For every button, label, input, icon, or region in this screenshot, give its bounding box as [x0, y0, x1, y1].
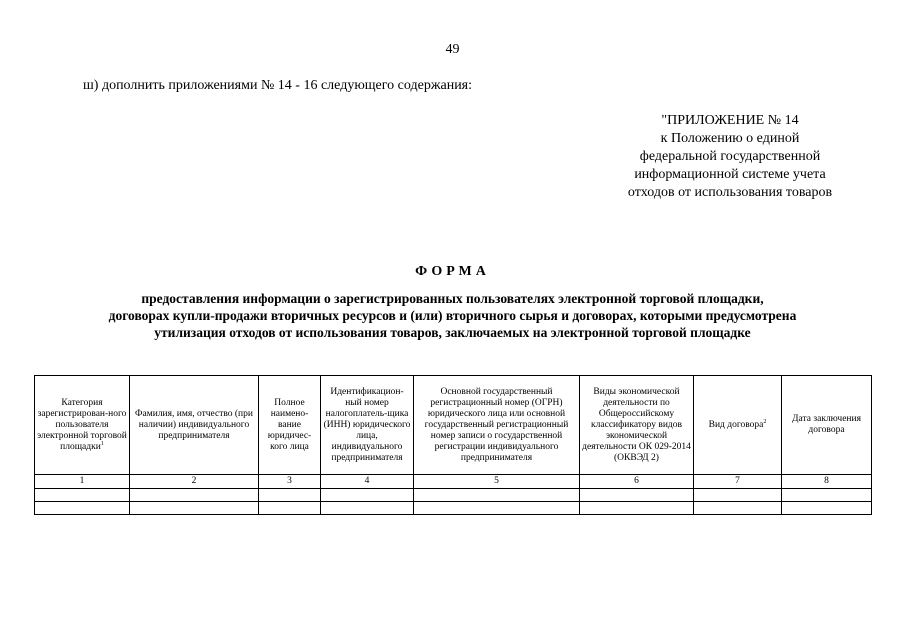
appendix-line: федеральной государственной	[639, 149, 821, 164]
table-cell	[782, 502, 872, 515]
form-subtitle	[30, 290, 875, 341]
appendix-heading	[600, 112, 860, 202]
table-cell	[580, 502, 694, 515]
table-cell	[321, 502, 414, 515]
appendix-line: отходов от использования товаров	[627, 185, 833, 200]
table-cell	[694, 502, 782, 515]
data-table	[34, 375, 872, 515]
column-header: Основной государственный регистрационный номер (ОГРН) юридического лица или основной государственный регистрационный номер записи о государственной регистрации индивидуального предпринимателя	[414, 376, 580, 475]
column-number: 7	[694, 475, 782, 489]
column-number: 1	[35, 475, 130, 489]
table-header-row	[35, 376, 872, 475]
appendix-line: к Положению о единой	[660, 131, 800, 146]
column-header: Категория зарегистрирован-ного пользователя электронной торговой площадки$^1$	[35, 376, 130, 475]
table-cell	[414, 489, 580, 502]
table-row	[35, 489, 872, 502]
column-header: Дата заключения договора	[782, 376, 872, 475]
table-row	[35, 502, 872, 515]
column-number: 6	[580, 475, 694, 489]
table-cell	[580, 489, 694, 502]
column-number: 8	[782, 475, 872, 489]
column-number: 4	[321, 475, 414, 489]
page-number: 49	[445, 42, 460, 57]
form-subtitle-line: предоставления информации о зарегистрированных пользователях электронной торговой площадки,	[141, 291, 764, 306]
form-subtitle-line: договорах купли-продажи вторичных ресурсов и (или) вторичного сырья и договорах, которыми предусмотрена	[108, 308, 797, 323]
table-cell	[782, 489, 872, 502]
form-subtitle-line: утилизация отходов от использования товаров, заключаемых на электронной торговой площадке	[154, 325, 751, 340]
table-cell	[259, 489, 321, 502]
appendix-line: информационной системе учета	[634, 167, 826, 182]
column-number-row	[35, 475, 872, 489]
column-number: 3	[259, 475, 321, 489]
table-cell	[259, 502, 321, 515]
table-cell	[694, 489, 782, 502]
column-header: Фамилия, имя, отчество (при наличии) индивидуального предпринимателя	[130, 376, 259, 475]
appendix-line: "ПРИЛОЖЕНИЕ № 14	[661, 113, 799, 128]
form-title: ФОРМА	[415, 264, 490, 279]
column-number: 2	[130, 475, 259, 489]
table-cell	[35, 489, 130, 502]
intro-text: ш) дополнить приложениями № 14 - 16 следующего содержания:	[83, 78, 473, 93]
table-cell	[414, 502, 580, 515]
table-cell	[130, 489, 259, 502]
table-cell	[35, 502, 130, 515]
column-number: 5	[414, 475, 580, 489]
table-cell	[130, 502, 259, 515]
column-header: Вид договора$^2$	[694, 376, 782, 475]
column-header: Полное наимено-вание юридичес-кого лица	[259, 376, 321, 475]
column-header: Идентификацион-ный номер налогоплатель-щика (ИНН) юридического лица, индивидуального предпринимателя	[321, 376, 414, 475]
table-cell	[321, 489, 414, 502]
column-header: Виды экономической деятельности по Общероссийскому классификатору видов экономической деятельности ОК 029-2014 (ОКВЭД 2)	[580, 376, 694, 475]
